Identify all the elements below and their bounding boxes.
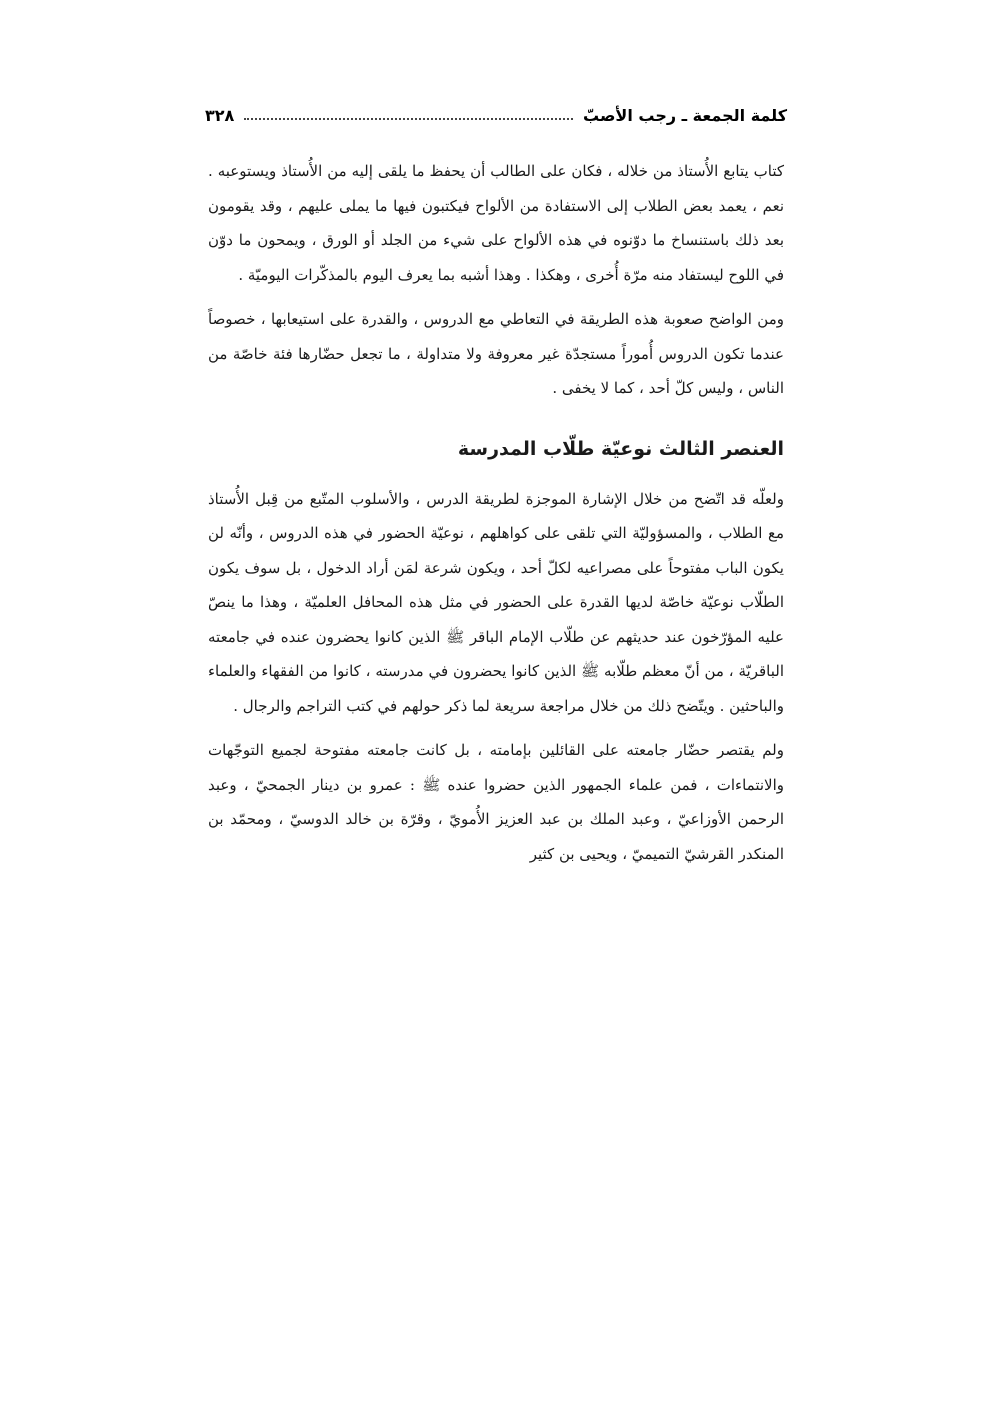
paragraph-1: كتاب يتابع الأُستاذ من خلاله ، فكان على الطالب أن يحفظ ما يلقى إليه من الأُستاذ ويستوعبه . نعم ، يعمد بعض الطلاب إلى الاستفادة من الألواح فيكتبون فيها ما يملى عليهم ، وقد يقومون بعد ذلك باستنساخ ما دوّنوه في هذه الألواح على شيء من الجلد أو الورق ، ويمحون ما دوّن في اللوح ليستفاد منه مرّة أُخرى ، وهكذا . وهذا أشبه بما يعرف اليوم بالمذكّرات اليوميّة . xyxy=(208,162,784,284)
paragraph-2: ومن الواضح صعوبة هذه الطريقة في التعاطي مع الدروس ، والقدرة على استيعابها ، خصوصاً عندما تكون الدروس أُموراً مستجدّة غير معروفة ولا متداولة ، ما تجعل حضّارها فئة خاصّة من الناس ، وليس كلّ أحد ، كما لا يخفى . xyxy=(208,310,784,397)
header-dotted-leader xyxy=(244,118,573,120)
paragraph-3: ولعلّه قد اتّضح من خلال الإشارة الموجزة لطريقة الدرس ، والأسلوب المتّبع من قِبل الأُستاذ مع الطلاب ، والمسؤوليّة التي تلقى على كواهلهم ، نوعيّة الحضور في هذه الدروس ، وأنّه لن يكون الباب مفتوحاً على مصراعيه لكلّ أحد ، ويكون شرعة لمَن أراد الدخول ، بل سوف يكون الطلّاب نوعيّة خاصّة لديها القدرة على الحضور في مثل هذه المحافل العلميّة ، وهذا ما ينصّ عليه المؤرّخون عند حديثهم عن طلّاب الإمام الباقر ﷺ الذين كانوا يحضرون عنده في جامعته الباقريّة ، من أنّ معظم طلّابه ﷺ الذين كانوا يحضرون في مدرسته ، كانوا من الفقهاء والعلماء والباحثين . ويتّضح ذلك من خلال مراجعة سريعة لما ذكر حولهم في كتب التراجم والرجال . xyxy=(208,489,784,715)
page-header xyxy=(205,100,787,130)
page-body xyxy=(208,154,784,871)
running-title: كلمة الجمعة ـ رجب الأصبّ xyxy=(583,105,787,125)
paragraph-4: ولم يقتصر حضّار جامعته على القائلين بإمامته ، بل كانت جامعته مفتوحة لجميع التوجّهات والانتماءات ، فمن علماء الجمهور الذين حضروا عنده ﷺ : عمرو بن دينار الجمحيّ ، وعبد الرحمن الأوزاعيّ ، وعبد الملك بن عبد العزيز الأُمويّ ، وقرّة بن خالد الدوسيّ ، ومحمّد بن المنكدر القرشيّ التميميّ ، ويحيى بن كثير xyxy=(208,741,784,863)
section-heading: العنصر الثالث نوعيّة طلّاب المدرسة xyxy=(457,437,784,460)
page-number: ٣٢٨ xyxy=(205,105,235,125)
